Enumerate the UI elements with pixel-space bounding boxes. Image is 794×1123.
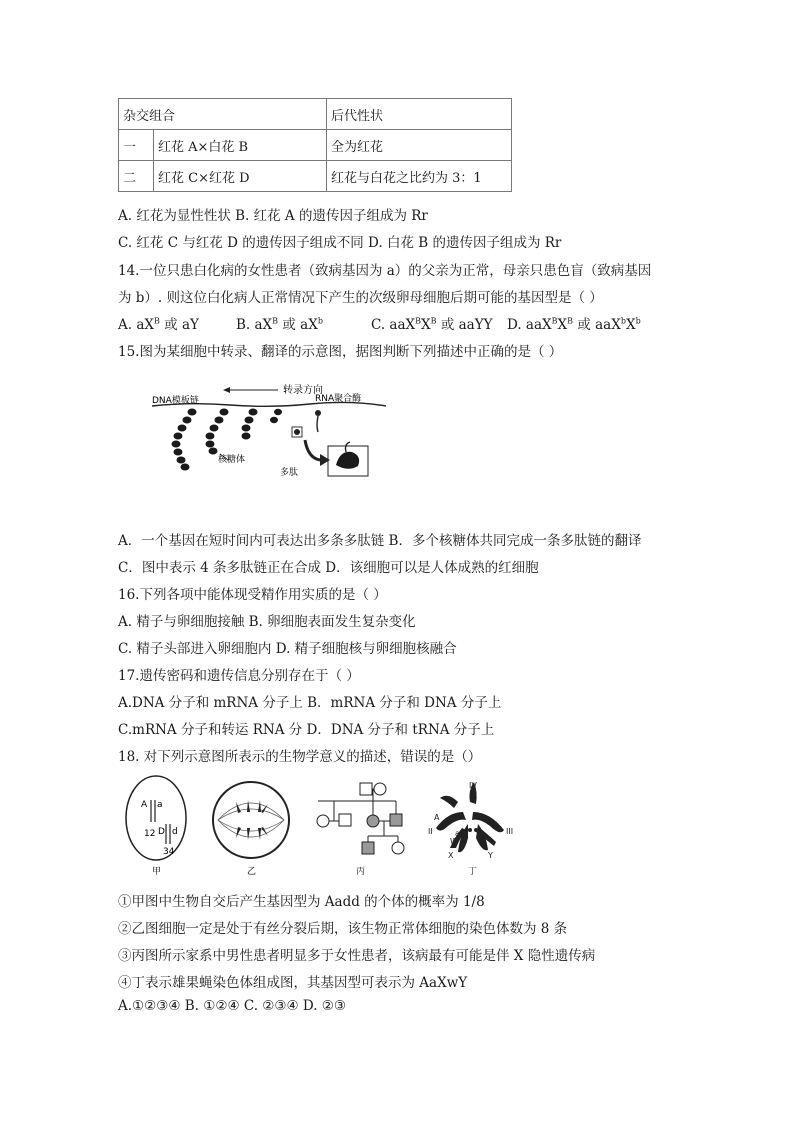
q18-statement-1: ①甲图中生物自交后产生基因型为 Aadd 的个体的概率为 1/8 — [118, 894, 485, 910]
chrom-label-ii: II — [428, 827, 433, 836]
q18-statement-2: ②乙图细胞一定是处于有丝分裂后期，该生物正常体细胞的染色体数为 8 条 — [118, 921, 568, 937]
zoom-arrow — [305, 440, 320, 460]
mrna-chain-3 — [242, 409, 258, 440]
figure-jia — [126, 776, 186, 877]
q16-options-line2: C. 精子头部进入卵细胞内 D. 精子细胞核与卵细胞核融合 — [118, 641, 457, 657]
table-row — [119, 130, 512, 161]
table-cell-result: 红花与白花之比约为 3：1 — [327, 161, 512, 192]
chrom-label-w: W — [450, 837, 458, 846]
arrow-head-icon — [223, 387, 230, 393]
direction-label: 转录方向 — [283, 385, 323, 396]
ribosome-label: 核糖体 — [218, 455, 246, 465]
gene-d-upper: D — [158, 827, 165, 837]
rna-polymerase-icon — [315, 410, 321, 416]
nascent-mrna — [317, 416, 318, 432]
q14-stem-line2: 为 b）. 则这位白化病人正常情况下产生的次级卵母细胞后期可能的基因型是（ ） — [118, 290, 603, 306]
q18-figure — [118, 772, 558, 880]
q14-option-c: C. $aaX^BX^B$ 或 aaYY — [371, 316, 493, 333]
chrom-label-iv: IV — [469, 781, 477, 790]
q17-options-line1: A.DNA 分子和 mRNA 分子上 B．mRNA 分子和 DNA 分子上 — [118, 695, 502, 711]
chrom-label-iii: III — [506, 827, 514, 836]
q18-statement-3: ③丙图所示家系中男性患者明显多于女性患者，该病最有可能是伴 X 隐性遗传病 — [118, 948, 596, 964]
q17-stem: 17.遗传密码和遗传信息分别存在于（ ） — [118, 668, 360, 684]
label-ding: 丁 — [468, 867, 478, 877]
q18-statement-4: ④丁表示雄果蝇染色体组成图，其基因型可表示为 AaXwY — [118, 975, 468, 991]
q18-options: A.①②③④ B. ①②④ C. ②③④ D. ②③ — [118, 998, 347, 1014]
mrna-chain-2 — [206, 409, 229, 455]
chrom-label-x: X — [448, 851, 454, 860]
table-cell-cross: 红花 A×白花 B — [154, 130, 327, 161]
table-cell-cross: 红花 C×红花 D — [154, 161, 327, 192]
chrom-label-12: 12 — [144, 829, 156, 839]
q15-options-line2: C．图中表示 4 条多肽链正在合成 D．该细胞可以是人体成熟的红细胞 — [118, 560, 539, 576]
ding-gene-a-upper: A — [434, 813, 440, 822]
mrna-chain-4 — [270, 409, 282, 423]
q13-options-line1: A. 红花为显性性状 B. 红花 A 的遗传因子组成为 Rr — [118, 208, 428, 224]
table-row — [119, 161, 512, 192]
q14-option-b: B. $aX^B$ 或 $aX^b$ — [236, 316, 323, 333]
table-cell-id: 二 — [119, 161, 154, 192]
polypeptide-blob — [336, 452, 359, 469]
ding-gene-a-lower: a — [455, 829, 460, 838]
chrom-label-y: Y — [488, 851, 493, 860]
table-header-cross: 杂交组合 — [119, 99, 327, 130]
table-header-result: 后代性状 — [327, 99, 512, 130]
label-jia: 甲 — [152, 867, 162, 877]
q17-options-line2: C.mRNA 分子和转运 RNA 分 D．DNA 分子和 tRNA 分子上 — [118, 722, 495, 738]
table-header-row — [119, 99, 512, 130]
chrom-label-34: 34 — [163, 847, 175, 857]
gene-a-lower: a — [157, 800, 163, 810]
gene-a-upper: A — [141, 800, 148, 810]
q15-options-line1: A．一个基因在短时间内可表达出多条多肽链 B．多个核糖体共同完成一条多肽链的翻译 — [118, 533, 642, 549]
q14-option-a: A. $aX^B$ 或 aY — [118, 316, 199, 333]
q14-option-d: D. $aaX^BX^B$ 或 $aaX^bX^b$ — [507, 316, 641, 333]
dna-template-label: DNA模板链 — [152, 396, 199, 406]
rna-polymerase-label: RNA聚合酶 — [315, 394, 362, 404]
figure-ding — [428, 781, 513, 877]
figure-bing — [317, 783, 404, 877]
q16-options-line1: A. 精子与卵细胞接触 B. 卵细胞表面发生复杂变化 — [118, 614, 416, 630]
q15-stem: 15.图为某细胞中转录、翻译的示意图，据图判断下列描述中正确的是（ ） — [118, 344, 563, 360]
table-cell-result: 全为红花 — [327, 130, 512, 161]
transcription-translation-figure — [150, 380, 390, 480]
q13-options-line2: C. 红花 C 与红花 D 的遗传因子组成不同 D. 白花 B 的遗传因子组成为 Rr — [118, 235, 562, 251]
cross-table — [118, 98, 512, 192]
mrna-chain-1 — [172, 409, 197, 471]
q16-stem: 16.下列各项中能体现受精作用实质的是（ ） — [118, 587, 387, 603]
zoom-box-ribosome — [294, 429, 300, 435]
label-bing: 丙 — [356, 867, 366, 877]
gene-d-lower: d — [172, 827, 178, 837]
polypeptide-label: 多肽 — [280, 468, 299, 478]
q14-stem-line1: 14.一位只患白化病的女性患者（致病基因为 a）的父亲为正常，母亲只患色盲（致病基因 — [118, 263, 652, 279]
polypeptide-tail — [346, 442, 351, 452]
table-cell-id: 一 — [119, 130, 154, 161]
q18-stem: 18. 对下列示意图所表示的生物学意义的描述，错误的是（） — [118, 749, 482, 765]
label-yi: 乙 — [247, 867, 257, 877]
figure-yi — [213, 782, 289, 877]
